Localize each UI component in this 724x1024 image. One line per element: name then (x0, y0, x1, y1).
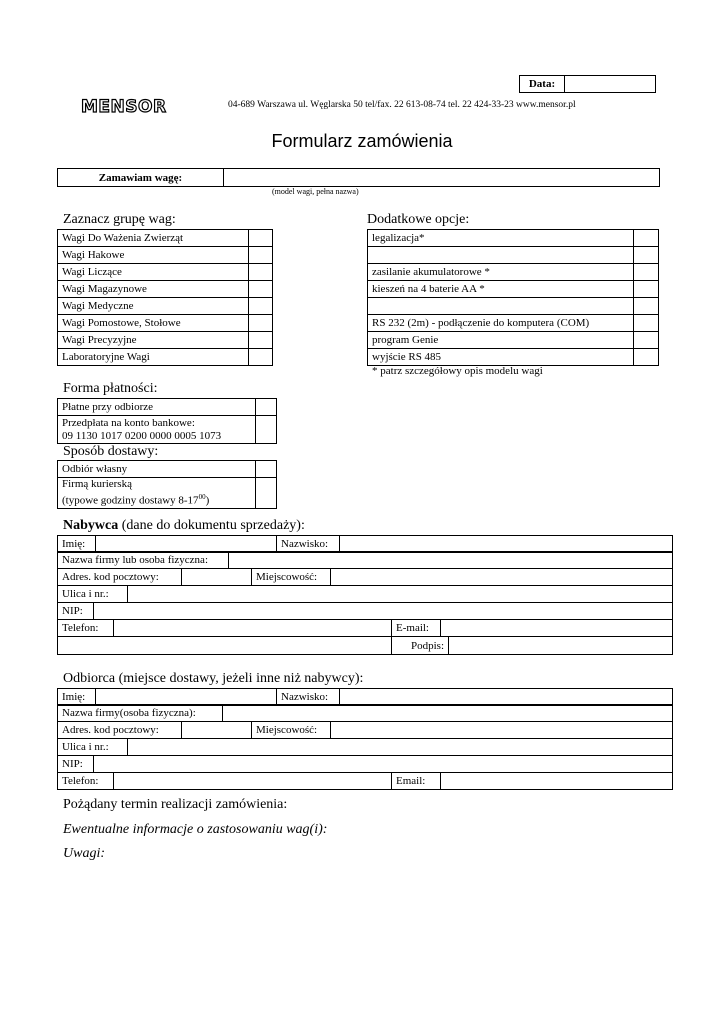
option-label: wyjście RS 485 (368, 349, 634, 366)
scale-group-checkbox[interactable] (249, 315, 273, 332)
recipient-last-name-field[interactable] (340, 689, 673, 706)
buyer-nip-label: NIP: (58, 603, 94, 620)
scale-group-label: Wagi Pomostowe, Stołowe (58, 315, 249, 332)
buyer-phone-label: Telefon: (58, 620, 114, 637)
option-checkbox[interactable] (634, 230, 659, 247)
buyer-first-name-label: Imię: (58, 536, 96, 553)
buyer-title: Nabywca (dane do dokumentu sprzedaży): (63, 518, 305, 533)
delivery-table (57, 460, 277, 509)
delivery-courier-line1: Firmą kurierską (62, 478, 132, 490)
scale-group-checkbox[interactable] (249, 332, 273, 349)
buyer-street-label: Ulica i nr.: (58, 586, 128, 603)
recipient-row-address (57, 721, 673, 739)
option-label (368, 298, 634, 315)
option-label: zasilanie akumulatorowe * (368, 264, 634, 281)
scale-groups-table (57, 229, 273, 366)
recipient-row-street (57, 738, 673, 756)
recipient-row-nip (57, 755, 673, 773)
option-label: kieszeń na 4 baterie AA * (368, 281, 634, 298)
payment-cash-label: Płatne przy odbiorze (58, 399, 256, 416)
buyer-street-field[interactable] (128, 586, 673, 603)
buyer-company-field[interactable] (229, 552, 673, 569)
mensor-logo (80, 96, 183, 115)
option-label: RS 232 (2m) - podłączenie do komputera (COM) (368, 315, 634, 332)
recipient-first-name-field[interactable] (96, 689, 277, 706)
scale-group-checkbox[interactable] (249, 230, 273, 247)
recipient-city-field[interactable] (331, 722, 673, 739)
buyer-company-label: Nazwa firmy lub osoba fizyczna: (58, 552, 229, 569)
buyer-row-company (57, 551, 673, 569)
recipient-row-company (57, 704, 673, 722)
recipient-nip-label: NIP: (58, 756, 94, 773)
delivery-courier-checkbox[interactable] (256, 478, 277, 509)
buyer-last-name-label: Nazwisko: (277, 536, 340, 553)
recipient-phone-label: Telefon: (58, 773, 114, 790)
option-checkbox[interactable] (634, 247, 659, 264)
scale-group-label: Wagi Liczące (58, 264, 249, 281)
recipient-postcode-label: Adres. kod pocztowy: (58, 722, 182, 739)
recipient-nip-field[interactable] (94, 756, 673, 773)
recipient-company-field[interactable] (223, 705, 673, 722)
recipient-company-label: Nazwa firmy(osoba fizyczna): (58, 705, 223, 722)
recipient-street-field[interactable] (128, 739, 673, 756)
recipient-email-label: Email: (392, 773, 441, 790)
scale-group-label: Wagi Hakowe (58, 247, 249, 264)
scale-group-checkbox[interactable] (249, 281, 273, 298)
payment-table (57, 398, 277, 444)
page-title: Formularz zamówienia (271, 131, 453, 151)
buyer-signature-spacer (58, 637, 392, 655)
date-box (519, 75, 656, 93)
delivery-pickup-label: Odbiór własny (58, 461, 256, 478)
recipient-first-name-label: Imię: (58, 689, 96, 706)
date-label: Data: (520, 76, 565, 93)
order-input[interactable] (224, 169, 660, 187)
option-checkbox[interactable] (634, 332, 659, 349)
buyer-nip-field[interactable] (94, 603, 673, 620)
payment-prepay-line1: Przedpłata na konto bankowe: (62, 416, 195, 429)
buyer-row-signature (57, 636, 673, 655)
buyer-signature-field[interactable] (449, 637, 673, 655)
option-checkbox[interactable] (634, 264, 659, 281)
recipient-street-label: Ulica i nr.: (58, 739, 128, 756)
scale-group-label: Wagi Precyzyjne (58, 332, 249, 349)
buyer-phone-field[interactable] (114, 620, 392, 637)
payment-cash-checkbox[interactable] (256, 399, 277, 416)
buyer-row-street (57, 585, 673, 603)
payment-prepay-checkbox[interactable] (256, 416, 277, 444)
recipient-last-name-label: Nazwisko: (277, 689, 340, 706)
recipient-postcode-field[interactable] (182, 722, 252, 739)
order-field-row (57, 168, 660, 187)
scale-group-label: Wagi Do Ważenia Zwierząt (58, 230, 249, 247)
buyer-last-name-field[interactable] (340, 536, 673, 553)
buyer-row-contact (57, 619, 673, 637)
options-footnote: * patrz szczegółowy opis modelu wagi (372, 365, 543, 377)
option-label (368, 247, 634, 264)
delivery-title: Sposób dostawy: (63, 444, 159, 459)
delivery-courier-label (58, 478, 256, 509)
option-label: legalizacja* (368, 230, 634, 247)
buyer-city-field[interactable] (331, 569, 673, 586)
scale-group-checkbox[interactable] (249, 247, 273, 264)
notes-label: Uwagi: (63, 846, 105, 861)
buyer-signature-label: Podpis: (392, 637, 449, 655)
delivery-courier-hours: (typowe godziny dostawy $8-17^{00}$) (62, 493, 210, 507)
recipient-row-contact (57, 772, 673, 790)
scale-groups-title: Zaznacz grupę wag: (63, 212, 176, 227)
date-field[interactable] (565, 76, 656, 93)
payment-prepay-label (58, 416, 256, 444)
company-address: 04-689 Warszawa ul. Węglarska 50 tel/fax. 22 613-08-74 tel. 22 424-33-23 www.mensor.pl (228, 100, 576, 110)
option-label: program Genie (368, 332, 634, 349)
option-checkbox[interactable] (634, 315, 659, 332)
scale-group-checkbox[interactable] (249, 298, 273, 315)
payment-title: Forma płatności: (63, 381, 158, 396)
buyer-postcode-field[interactable] (182, 569, 252, 586)
recipient-phone-field[interactable] (114, 773, 392, 790)
option-checkbox[interactable] (634, 281, 659, 298)
buyer-first-name-field[interactable] (96, 536, 277, 553)
buyer-row-address (57, 568, 673, 586)
scale-group-checkbox[interactable] (249, 264, 273, 281)
delivery-pickup-checkbox[interactable] (256, 461, 277, 478)
options-title: Dodatkowe opcje: (367, 212, 470, 227)
logo-text: MENSOR (81, 97, 167, 115)
buyer-row-nip (57, 602, 673, 620)
scale-group-label: Laboratoryjne Wagi (58, 349, 249, 366)
scale-group-checkbox[interactable] (249, 349, 273, 366)
recipient-city-label: Miejscowość: (252, 722, 331, 739)
recipient-email-field[interactable] (441, 773, 673, 790)
option-checkbox[interactable] (634, 298, 659, 315)
scale-group-label: Wagi Magazynowe (58, 281, 249, 298)
buyer-postcode-label: Adres. kod pocztowy: (58, 569, 182, 586)
buyer-email-field[interactable] (441, 620, 673, 637)
buyer-city-label: Miejscowość: (252, 569, 331, 586)
usage-info-label: Ewentualne informacje o zastosowaniu wag(i): (63, 822, 328, 837)
bank-account-number: 09 1130 1017 0200 0000 0005 1073 (62, 429, 222, 442)
options-table (367, 229, 659, 366)
deadline-label: Pożądany termin realizacji zamówienia: (63, 797, 288, 812)
buyer-email-label: E-mail: (392, 620, 441, 637)
option-checkbox[interactable] (634, 349, 659, 366)
order-label: Zamawiam wagę: (58, 169, 224, 187)
recipient-title: Odbiorca (miejsce dostawy, jeżeli inne niż nabywcy): (63, 671, 364, 686)
scale-group-label: Wagi Medyczne (58, 298, 249, 315)
order-hint: (model wagi, pełna nazwa) (272, 187, 359, 196)
